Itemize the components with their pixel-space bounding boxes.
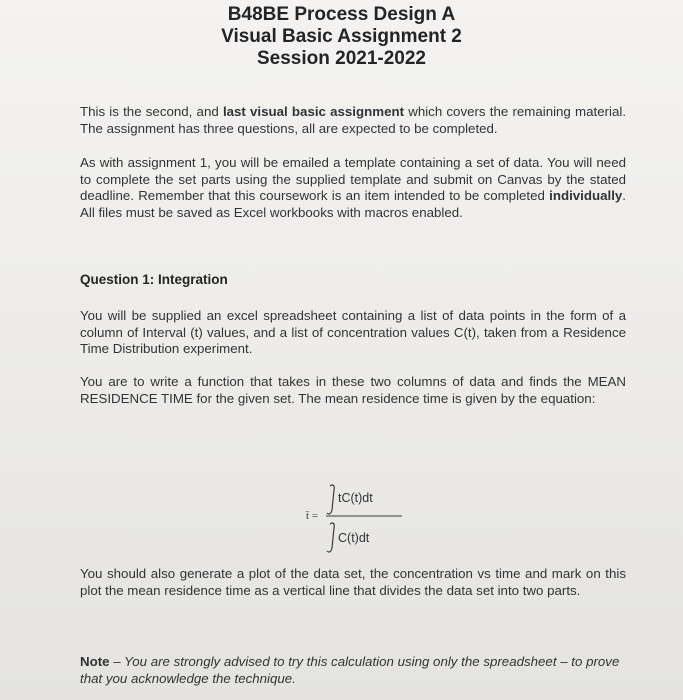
intro-paragraph-2: As with assignment 1, you will be emailed a template containing a set of data. You will need to complete the set parts using the supplied template and submit on Canvas by the stated deadline. Remember that this coursework is an item intended to be completed individually. All files must be saved as Excel workbooks with macros enabled. — [80, 155, 626, 220]
integral-sign-numerator — [327, 485, 334, 514]
integral-sign-denominator — [327, 523, 334, 552]
equation-denominator: C(t)dt — [338, 531, 370, 545]
note-paragraph — [80, 654, 626, 687]
session-title: Session 2021-2022 — [256, 48, 426, 69]
assignment-title: Visual Basic Assignment 2 — [221, 26, 462, 47]
intro-paragraph-1: This is the second, and last visual basic assignment which covers the remaining material. The assignment has three questions, all are expected to be completed. — [80, 104, 627, 136]
note-text: – You are strongly advised to try this calculation using only the spreadsheet – to prove that you acknowledge the technique. — [80, 654, 620, 686]
mean-residence-time-equation — [302, 474, 412, 564]
note-label: Note — [80, 654, 110, 669]
course-title: B48BE Process Design A — [227, 4, 456, 25]
document-title — [0, 4, 683, 70]
question-1-heading: Question 1: Integration — [80, 272, 228, 287]
question-1-paragraph-2: You are to write a function that takes in these two columns of data and finds the MEAN RESIDENCE TIME for the given set. The mean residence time is given by the equation: — [80, 374, 626, 406]
question-1-paragraph-3: You should also generate a plot of the data set, the concentration vs time and mark on this plot the mean residence time as a vertical line that divides the data set into two parts. — [80, 566, 626, 598]
equation-lhs: t̄ = — [306, 510, 319, 522]
equation-numerator: tC(t)dt — [338, 491, 373, 505]
question-1-paragraph-1: You will be supplied an excel spreadsheet containing a list of data points in the form of a column of Interval (t) values, and a list of concentration values C(t), taken from a Residence Time Distribution experiment. — [80, 308, 626, 356]
